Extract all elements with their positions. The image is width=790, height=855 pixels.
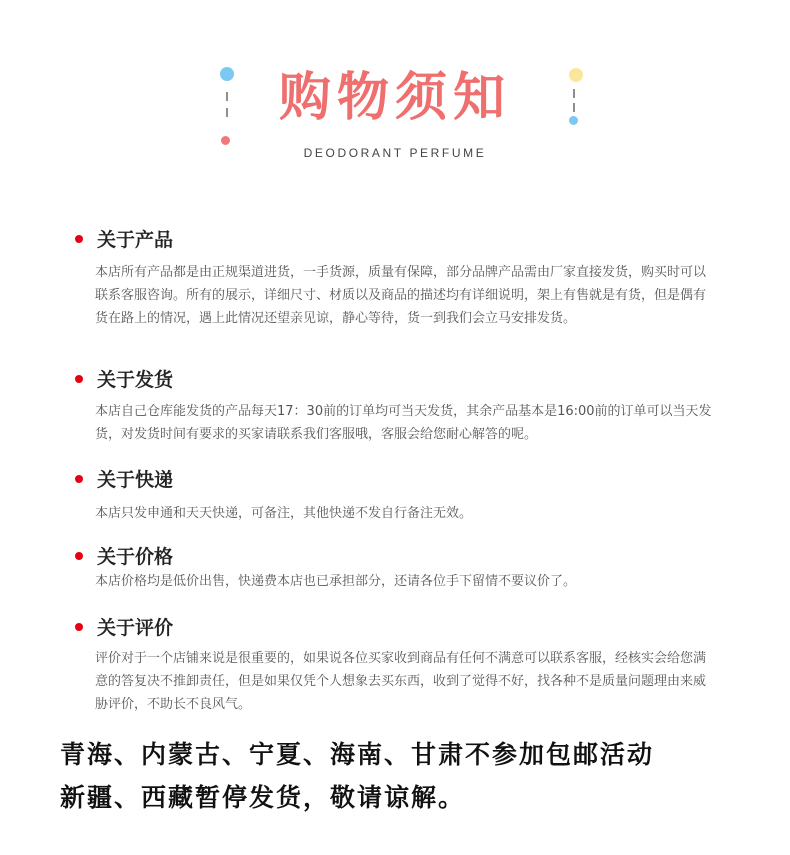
page-title: 购物须知 bbox=[278, 68, 511, 128]
section-body-shipping: 本店自己仓库能发货的产品每天17：30前的订单均可当天发货，其余产品基本是16:00前的订单可以当天发货，对发货时间有要求的买家请联系我们客服哦，客服会给您耐心解答的呢。 bbox=[95, 404, 712, 442]
section-body-express: 本店只发申通和天天快递，可备注，其他快递不发自行备注无效。 bbox=[95, 506, 473, 521]
section-body-review: 评价对于一个店铺来说是很重要的，如果说各位买家收到商品有任何不满意可以联系客服，经核实会给您满意的答复决不推卸责任，但是如果仅凭个人想象去买东西，收到了觉得不好，找各种不是质量问题理由来威胁评价，不助长不良风气。 bbox=[95, 651, 707, 712]
shipping-notice-line-2: 新疆、西藏暂停发货，敬请谅解。 bbox=[60, 783, 466, 812]
section-body-price: 本店价格均是低价出售，快递费本店也已承担部分，还请各位手下留情不要议价了。 bbox=[95, 574, 577, 589]
section-title: 关于价格 bbox=[97, 546, 174, 568]
section-title: 关于快递 bbox=[97, 469, 174, 491]
page-subtitle: DEODORANT PERFUME bbox=[303, 146, 487, 160]
section-title: 关于评价 bbox=[97, 617, 174, 639]
decor-dot-red bbox=[221, 136, 230, 145]
bullet-icon bbox=[75, 235, 83, 243]
bullet-icon bbox=[75, 552, 83, 560]
section-title: 关于产品 bbox=[97, 229, 174, 251]
bullet-icon bbox=[75, 375, 83, 383]
bullet-icon bbox=[75, 475, 83, 483]
section-title: 关于发货 bbox=[97, 369, 174, 391]
section-body-product: 本店所有产品都是由正规渠道进货，一手货源，质量有保障，部分品牌产品需由厂家直接发货，购买时可以联系客服咨询。所有的展示，详细尺寸、材质以及商品的描述均有详细说明，架上有售就是有货，但是偶有货在路上的情况，遇上此情况还望亲见谅，静心等待，货一到我们会立马安排发货。 bbox=[95, 265, 707, 326]
header bbox=[0, 0, 790, 190]
bullet-icon bbox=[75, 623, 83, 631]
shipping-notice-line-1: 青海、内蒙古、宁夏、海南、甘肃不参加包邮活动 bbox=[60, 740, 655, 769]
